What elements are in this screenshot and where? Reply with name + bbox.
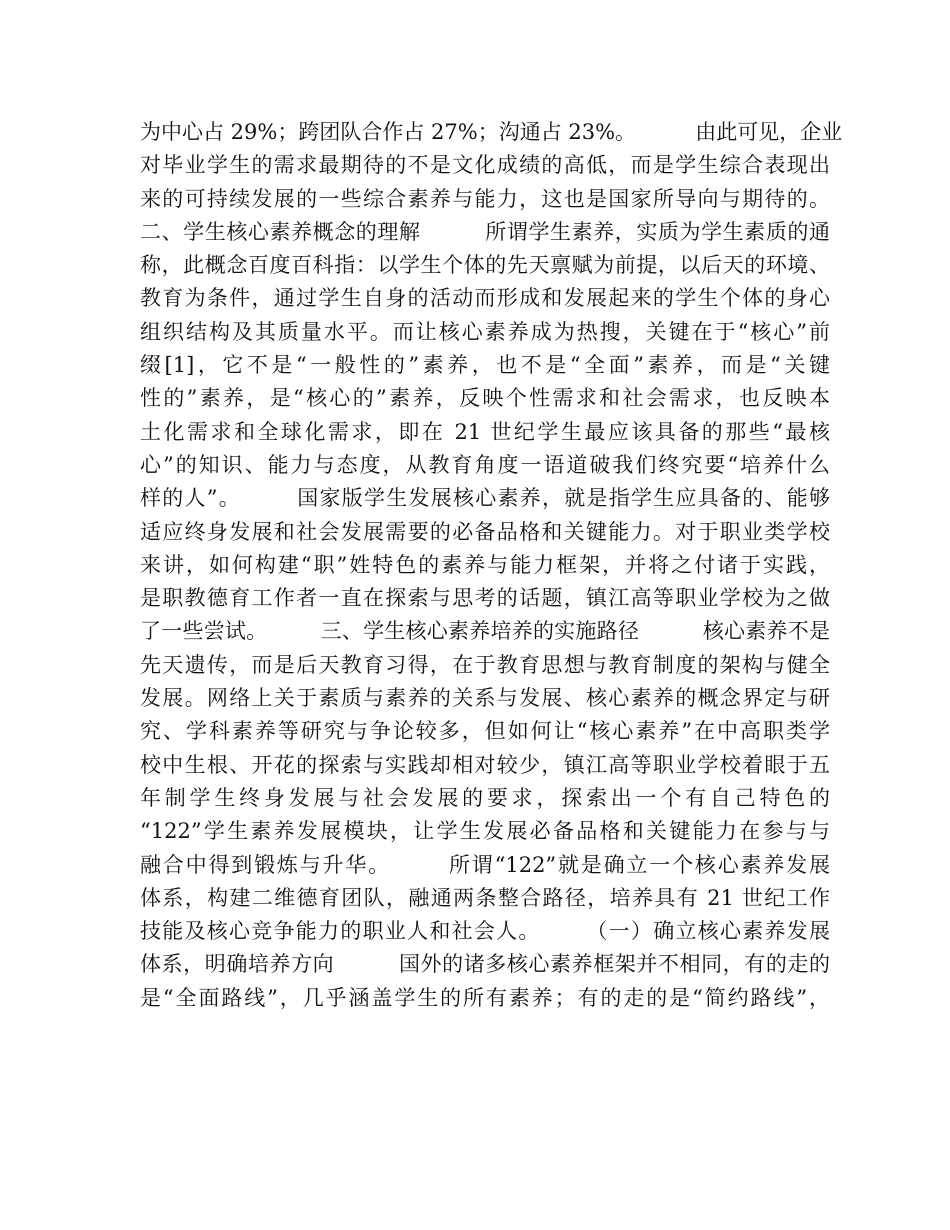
text-line: 来讲，如何构建“职”姓特色的素养与能力框架，并将之付诸于实践， <box>140 552 830 577</box>
text-line: 体系，构建二维德育团队，融通两条整合路径，培养具有 21 世纪工作 <box>140 885 830 910</box>
text-line: 年制学生终身发展与社会发展的要求，探索出一个有自己特色的 <box>140 785 830 810</box>
text-line: 是职教德育工作者一直在探索与思考的话题，镇江高等职业学校为之做 <box>140 586 830 611</box>
text-line: 组织结构及其质量水平。而让核心素养成为热搜，关键在于“核心”前 <box>140 319 830 344</box>
body-text <box>140 116 843 1015</box>
text-line: 为中心占 29%；跨团队合作占 27%；沟通占 23%。 由此可见，企业 <box>140 120 843 144</box>
text-line: 缀[1]，它不是“一般性的”素养，也不是“全面”素养，而是“关键 <box>140 353 830 378</box>
text-line: 究、学科素养等研究与争论较多，但如何让“核心素养”在中高职类学 <box>140 719 830 744</box>
text-line: 体系，明确培养方向 国外的诸多核心素养框架并不相同，有的走的 <box>140 952 830 977</box>
text-line: 了一些尝试。 三、学生核心素养培养的实施路径 核心素养不是 <box>140 619 830 644</box>
text-line: 技能及核心竞争能力的职业人和社会人。 （一）确立核心素养发展 <box>140 919 830 944</box>
text-line: 心”的知识、能力与态度，从教育角度一语道破我们终究要“培养什么 <box>140 452 830 477</box>
text-line: 先天遗传，而是后天教育习得，在于教育思想与教育制度的架构与健全 <box>140 652 830 677</box>
text-line: 对毕业学生的需求最期待的不是文化成绩的高低，而是学生综合表现出 <box>140 153 830 178</box>
text-line: 校中生根、开花的探索与实践却相对较少，镇江高等职业学校着眼于五 <box>140 752 830 777</box>
text-line: 样的人”。 国家版学生发展核心素养，就是指学生应具备的、能够 <box>140 486 830 511</box>
text-line: 发展。网络上关于素质与素养的关系与发展、核心素养的概念界定与研 <box>140 686 830 711</box>
text-line: 称，此概念百度百科指：以学生个体的先天禀赋为前提，以后天的环境、 <box>140 253 830 278</box>
text-line: 教育为条件，通过学生自身的活动而形成和发展起来的学生个体的身心 <box>140 286 830 311</box>
text-line: 来的可持续发展的一些综合素养与能力，这也是国家所导向与期待的。 <box>140 186 830 211</box>
text-line: 性的”素养，是“核心的”素养，反映个性需求和社会需求，也反映本 <box>140 386 830 411</box>
text-line: 二、学生核心素养概念的理解 所谓学生素养，实质为学生素质的通 <box>140 219 830 244</box>
text-line: 土化需求和全球化需求，即在 21 世纪学生最应该具备的那些“最核 <box>140 419 830 444</box>
text-line: 是“全面路线”，几乎涵盖学生的所有素养；有的走的是“简约路线”， <box>140 985 830 1010</box>
text-line: 适应终身发展和社会发展需要的必备品格和关键能力。对于职业类学校 <box>140 519 830 544</box>
text-line: 融合中得到锻炼与升华。 所谓“122”就是确立一个核心素养发展 <box>140 852 830 877</box>
text-line: “122”学生素养发展模块，让学生发展必备品格和关键能力在参与与 <box>140 819 830 844</box>
